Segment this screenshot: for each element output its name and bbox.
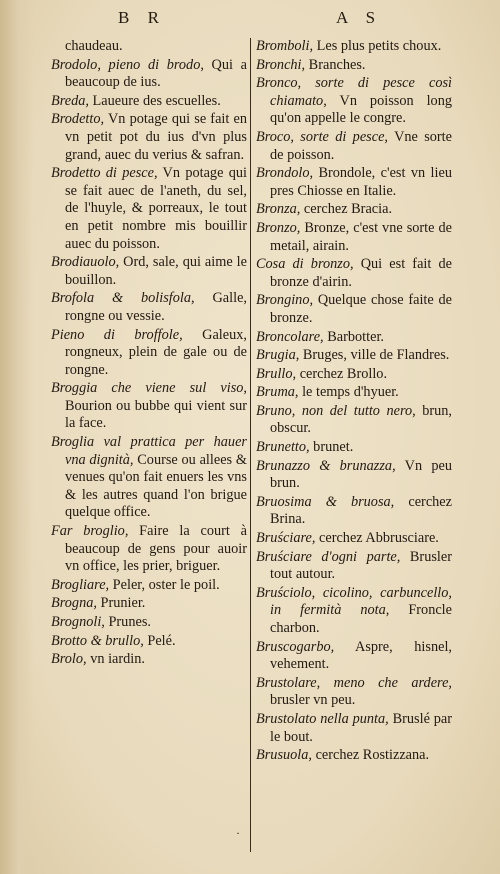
dictionary-entry <box>256 585 452 638</box>
entry-definition: Laueure des escuelles. <box>88 92 221 109</box>
left-column <box>51 38 247 670</box>
dictionary-entry <box>51 111 247 164</box>
entry-headword: Brofola & bolisfola, <box>51 290 195 307</box>
entry-headword: Bruosima & bruosa, <box>256 493 395 510</box>
dictionary-entry <box>51 523 247 576</box>
entry-headword: Brusuola, <box>256 747 313 764</box>
entry-headword: Brodetto, <box>51 111 105 128</box>
dictionary-entry <box>256 75 452 128</box>
entry-headword: Bronchi, <box>256 56 306 73</box>
entry-definition: Quelque chose faite de bronze. <box>270 292 452 326</box>
entry-definition: Vne sorte de poisson. <box>270 128 452 163</box>
dictionary-entry <box>256 530 452 548</box>
entry-definition: vn iardin. <box>86 651 145 668</box>
page-end-mark: · <box>236 826 240 840</box>
entry-headword: Bruściare, <box>256 530 316 547</box>
running-head-left: B R <box>118 8 166 27</box>
dictionary-entry <box>256 57 452 75</box>
entry-definition: Branches. <box>305 56 366 73</box>
entry-definition: Peler, oster le poil. <box>109 576 220 593</box>
entry-headword: Far broglio, <box>51 523 129 540</box>
dictionary-entry <box>256 458 452 493</box>
entry-headword: Brodetto di pesce, <box>51 165 158 182</box>
entry-definition: Bronze, c'est vne sorte de metail, airain. <box>270 219 452 254</box>
entry-definition: Bourion ou bubbe qui vient sur la face. <box>65 397 247 432</box>
right-column <box>256 38 452 766</box>
entry-headword: Broggia che viene sul viso, <box>51 380 247 397</box>
entry-definition: Brusler tout autour. <box>270 548 452 583</box>
entry-headword: Bronza, <box>256 201 301 218</box>
entry-definition: Bruges, ville de Flandres. <box>299 347 450 364</box>
entry-definition: Faire la court à beaucoup de gens pour auoir vn office, les prier, briguer. <box>65 523 247 575</box>
dictionary-entry <box>256 292 452 327</box>
dictionary-entry <box>51 614 247 632</box>
dictionary-entry <box>51 93 247 111</box>
entry-definition: Vn poisson long qu'on appelle le congre. <box>270 92 452 127</box>
entry-definition: Qui a beaucoup de ius. <box>65 56 247 91</box>
entry-headword: Brustolare, meno che ardere, <box>256 674 452 691</box>
dictionary-entry <box>256 201 452 219</box>
entry-headword: Bronco, sorte di pesce così chiamato, <box>256 75 452 109</box>
dictionary-entry <box>256 329 452 347</box>
dictionary-entry <box>256 366 452 384</box>
dictionary-entry <box>51 651 247 669</box>
entry-headword: Bronzo, <box>256 219 301 236</box>
entry-headword: Bruściare d'ogni parte, <box>256 548 401 565</box>
entry-definition: cerchez Rostizzana. <box>312 747 430 764</box>
entry-headword: Brolo, <box>51 651 87 668</box>
dictionary-entry <box>256 256 452 291</box>
entry-headword: Brogna, <box>51 595 97 612</box>
dictionary-entry <box>51 577 247 595</box>
entry-definition: Les plus petits choux. <box>313 38 442 54</box>
entry-definition: cerchez Brollo. <box>296 365 388 382</box>
entry-definition: Prunes. <box>104 614 151 630</box>
dictionary-entry <box>51 290 247 325</box>
entry-headword: Bruno, non del tutto nero, <box>256 402 416 419</box>
entry-headword: Brondolo, <box>256 165 314 182</box>
entry-definition: Barbotter. <box>323 328 384 345</box>
entry-definition: cerchez Bracia. <box>300 201 393 218</box>
dictionary-entry <box>256 439 452 457</box>
dictionary-entry <box>51 38 247 56</box>
entry-headword: Bruma, <box>256 384 299 401</box>
entry-definition: brunet. <box>309 439 354 456</box>
entry-definition: brusler vn peu. <box>270 692 356 709</box>
entry-definition: Qui est fait de bronze d'airin. <box>270 256 452 290</box>
dictionary-entry <box>256 220 452 255</box>
entry-headword: Brullo, <box>256 365 297 382</box>
dictionary-entry <box>51 633 247 651</box>
entry-headword: Cosa di bronzo, <box>256 256 354 273</box>
entry-headword: Breda, <box>51 92 89 109</box>
dictionary-entry <box>256 549 452 584</box>
entry-definition: Aspre, hisnel, vehement. <box>270 638 452 673</box>
entry-definition: Vn potage qui se fait en vn petit pot du ius d'vn plus grand, auec du verius & safran. <box>65 111 247 163</box>
dictionary-entry <box>256 384 452 402</box>
entry-definition: Ord, sale, qui aime le bouillon. <box>65 254 247 288</box>
entry-definition: Vn peu brun. <box>270 457 452 492</box>
entry-headword: Brodiauolo, <box>51 254 120 271</box>
entry-headword: Brodolo, pieno di brodo, <box>51 56 204 73</box>
dictionary-entry <box>51 327 247 380</box>
entry-headword: Brugia, <box>256 347 300 364</box>
entry-headword: Bromboli, <box>256 38 314 54</box>
dictionary-entry <box>51 380 247 433</box>
entry-definition: cerchez Abbrusciare. <box>315 530 439 547</box>
entry-headword: Brogliare, <box>51 576 110 593</box>
dictionary-entry <box>256 129 452 164</box>
entry-headword: Bruściolo, cicolino, carbuncello, in fermità nota, <box>256 584 452 619</box>
dictionary-entry <box>256 38 452 56</box>
dictionary-entry <box>256 639 452 674</box>
entry-headword: Brunetto, <box>256 439 310 456</box>
dictionary-entry <box>256 494 452 529</box>
entry-definition: Bruslé par le bout. <box>270 710 453 745</box>
entry-headword: Broncolare, <box>256 328 324 345</box>
entry-definition: Galle, rongne ou vessie. <box>65 290 247 324</box>
entry-headword: Brongino, <box>256 292 314 309</box>
entry-definition: cerchez Brina. <box>270 493 452 528</box>
dictionary-entry <box>256 711 452 746</box>
dictionary-entry <box>256 747 452 765</box>
dictionary-entry <box>51 434 247 522</box>
entry-definition: Prunier. <box>96 595 146 612</box>
dictionary-entry <box>256 403 452 438</box>
entry-definition: Froncle charbon. <box>270 602 453 636</box>
entry-headword: Pieno di broffole, <box>51 326 183 343</box>
dictionary-entry <box>51 57 247 92</box>
entry-definition: Pelé. <box>143 632 176 649</box>
column-divider <box>250 38 251 852</box>
entry-headword: Brotto & brullo, <box>51 632 144 649</box>
entry-headword: Brognoli, <box>51 614 105 630</box>
entry-definition: brun, obscur. <box>270 402 452 437</box>
dictionary-entry <box>256 347 452 365</box>
running-head-right: A S <box>336 8 383 27</box>
entry-headword: Broco, sorte di pesce, <box>256 128 388 145</box>
dictionary-entry <box>51 595 247 613</box>
entry-headword: Brustolato nella punta, <box>256 710 389 727</box>
dictionary-entry <box>51 254 247 289</box>
entry-definition: Course ou allees & venues qu'on fait enuers les vns & les autres quand l'on brigue quelque office. <box>65 451 247 521</box>
dictionary-entry <box>256 675 452 710</box>
entry-headword: Brunazzo & brunazza, <box>256 457 396 474</box>
entry-definition: Brondole, c'est vn lieu pres Chiosse en Italie. <box>270 165 452 199</box>
entry-headword: Broglia val prattica per hauer vna dignità, <box>51 434 247 468</box>
dictionary-entry <box>256 165 452 200</box>
entry-definition: Vn potage qui se fait auec de l'aneth, du sel, de l'huyle, & porreaux, le tout en petit nombre mis bouillir auec du poisson. <box>65 165 247 252</box>
entry-definition: chaudeau. <box>65 38 123 54</box>
entry-definition: Galeux, rongneux, plein de gale ou de rongne. <box>65 326 247 378</box>
entry-headword: Bruscogarbo, <box>256 638 335 655</box>
running-head <box>0 8 500 32</box>
dictionary-entry <box>51 165 247 253</box>
entry-definition: le temps d'hyuer. <box>298 384 399 401</box>
page-gutter-shadow <box>0 0 34 874</box>
